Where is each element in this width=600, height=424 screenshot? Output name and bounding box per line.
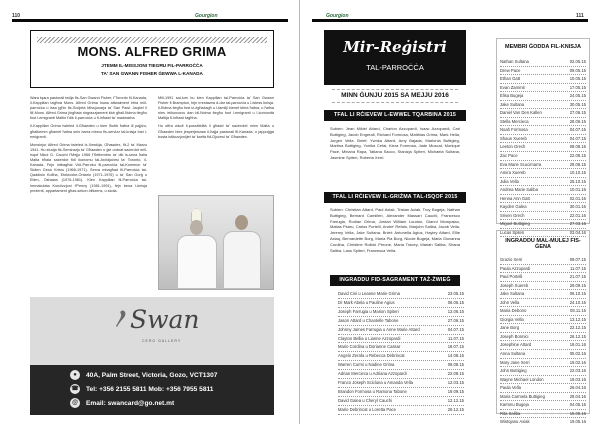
table-row: Kayden Galea 30.01.16 — [500, 203, 586, 212]
table-row: Wayne Michael London 19.03.16 — [500, 376, 586, 385]
table-row: Paula Vella 26.04.16 — [500, 384, 586, 393]
table-row: David Galea u Cheryl Cauchi 12.12.15 — [338, 397, 464, 406]
registry-subtitle: TAL-PARROĊĊA — [366, 63, 424, 72]
article-column-2 — [158, 96, 274, 143]
table-row: Julia Vella 25.10.15 — [500, 178, 586, 187]
table-row: Jake Sultana 30.05.15 — [500, 101, 586, 110]
baptisms-table — [500, 58, 586, 237]
table-row: Daniel Van Den Kallen 27.06.15 — [500, 109, 586, 118]
table-row: Karmnu Bugeja 04.05.16 — [500, 401, 586, 410]
table-row: Lucas Spiteri 03.04.16 — [500, 229, 586, 238]
ad-telephone: Tel: +356 2155 5811 Mob: +356 7955 5811 — [86, 386, 214, 393]
table-row: Jane Borg 22.12.15 — [500, 324, 586, 333]
paragraph: Il-Kappillan Grima twieled il-Għawdex u kien iħobb ħafna lil pajjiżu, għalkemm għamel ħafna snin barra minnu fis-servizz tal-knisja fost l-emigranti. — [30, 124, 147, 139]
ad-address: 40A, Palm Street, Victoria, Gozo, VCT1307 — [86, 372, 218, 379]
table-row: Drew Pace 09.05.15 — [500, 67, 586, 76]
table-row: Stella Mercieca 28.06.15 — [500, 118, 586, 127]
table-row: Joseph Xuereb 29.09.15 — [500, 282, 586, 291]
table-row: Sriven Grech 22.01.16 — [500, 212, 586, 221]
table-row: Jason Attard u Chantelle Tabone 27.06.15 — [338, 317, 464, 326]
table-row: Jake Sultana 06.10.15 — [500, 290, 586, 299]
paragraph: Monsinjur Alfred Grima twieled ix-Xewkija, Għawdex, fit-2 ta' Marzu 1941. Hu studja fis-Seminarju ta' Għawdex u ġie ordnat saċerdot mill-Isqof Nikol G. Cauchi f'Mejju 1966 f'Settembru ta' dik is-sena ħalla Malta bħala saċerdot fidi ikonomu tal-Arċidjoċesi ta' Toronto, il-Kanada. Fejn intbagħat Viċi-Parroku fil-parroċċa tal-Kommun ta' Sidien Gesù Kristu (1968-1971). Serva mbagħad fil-Parroċċa tal-Qaddisin Kollha, Etobicoke-Ontario (1971-1976) u ta' San Gorġ u Etien, Oshawa (1976-1981). Kien Kappillan fil-Parroċċa tal-Immakulata Kunċizzjoni f'Penny (1981-1991), fejn bena l-knisja preżenti, appartament għas-sekon ċittizens, u skola. — [30, 142, 147, 193]
table-row: Anna Sultana 05.02.16 — [500, 350, 586, 359]
table-row: Paula Azzopardi 11.07.15 — [500, 265, 586, 274]
brand-logo-left: Gourgion — [195, 13, 218, 19]
table-row: Amira Xuereb 10.10.15 — [500, 169, 586, 178]
table-row: Adrian Mercieca u Adriana Azzopardi 22.08.15 — [338, 370, 464, 379]
location-icon: ● — [70, 370, 80, 380]
brand-logo-right: Gourgion — [326, 13, 349, 19]
table-row: Clayton Bellia u Lianne Azzopardi 11.07.15 — [338, 335, 464, 344]
table-row: David Cini u Leanne Marie Grima 23.05.15 — [338, 290, 464, 299]
bishop-figure — [177, 204, 217, 289]
paragraph: Wara tqara pastorali twilja fis-San Gwann Fisher, f'Toronto fil-Kanada, il-Kappillan tagħna Mons. Alfred Grima huwa attwalment irtira mill-parroċċa u issa jgħix fis-Soċjetà Missjunarja ta' San Pawl. Jaqbel li lill-Mons. Alfred Grima jingħata ringrazzjament kbir għall-ħidma tiegħu fost l-emigranti Maltin f'dik il-parroċċa u fl-inħawi ta' madwarha. — [30, 96, 147, 121]
table-row: Josephine Attard 16.01.16 — [500, 341, 586, 350]
swan-advertisement[interactable] — [30, 297, 274, 415]
table-row: Mario Debrincat u Loretta Pace 26.12.15 — [338, 406, 464, 415]
table-row: Grazio Xerri 09.07.15 — [500, 256, 586, 265]
phone-icon: ☎ — [71, 386, 79, 392]
table-row: Mario Cordina u Dorianne Cassar 18.07.15 — [338, 343, 464, 352]
table-row: Johnny James Farrugia u Anne Marie Attard 04.07.15 — [338, 326, 464, 335]
paragraph: Hu offra wkoll il-possibbiltà li għadd ta' saċerdoti minn Malta u Għawdex biex jesperjenzaw il-ħajja pastorali fil-Kanada, u jappoġġa bosta istituzzjonijiet ta' karità fid-Djoċesi ta' Għawdex. — [158, 124, 274, 139]
table-row: Mary Jane Xerri 19.02.16 — [500, 359, 586, 368]
section-header-communion: TFAL LI RĊIEVEW L-EWWEL TQARBINA 2015 — [324, 110, 466, 121]
table-row: Eva Marie Scucimarra 29.08.15 — [500, 161, 586, 170]
table-row: Evan Zammit 17.05.15 — [500, 84, 586, 93]
registry-title-box — [324, 30, 466, 85]
table-row: Joseph Farrugia u Marion Spiteri 12.06.15 — [338, 308, 464, 317]
swan-logo-text: Swan — [130, 305, 200, 334]
page-number-right: 111 — [576, 13, 584, 19]
section-header-confirmation: TFAL LI RĊIEVEW IL-GRIŻMA TAL-ISQOF 2015 — [324, 192, 466, 203]
marriages-table — [338, 290, 464, 415]
table-row: Elisa Bugeja 24.05.15 — [500, 92, 586, 101]
right-page — [300, 0, 600, 424]
communion-names: Subien: Jean Mikiel Attard, Charlon Azzopardi, Isaac Azzopardi, Carl Buttigieg, Jacob Engerall, Richard Formosa, Matthias Grima, Mark Hella, Jurgen Vella. Bniet: Ywnka Attard, Amy Bajada, Marlonia Buttigieg, Martina Buttigieg, Yonika Cefai, Kiera Formosa, Jade Muscat, Monique Pace, Miriana Rapa, Tatiana Sacco, Stanizja Spiteri, Michaela Sultana, Jasmine Spiteri, Roberta Xerri. — [330, 126, 460, 160]
article-title-box — [30, 30, 274, 88]
table-row: Rita Saliba 15.05.16 — [500, 410, 586, 419]
email-icon: @ — [70, 398, 80, 408]
article-subtitle-1: JTEMM IL-MISSJONI TIEGĦU FIL-PARROĊĊA — [101, 63, 203, 68]
table-row: Dr Mark Abela u Pauline Agius 06.06.15 — [338, 299, 464, 308]
table-row: Miguel Buttigieg 27.03.16 — [500, 220, 586, 229]
section-header-marriages: INGRADDU FID-SAGRAMENT TAŻ-ŻWIEĠ — [330, 275, 460, 286]
ad-logo-area — [30, 297, 274, 365]
table-row: Maria Carmela Buttigieg 29.04.16 — [500, 393, 586, 402]
table-row: John Buttigieg 22.03.16 — [500, 367, 586, 376]
table-row: Zac Pace 22.08.15 — [500, 152, 586, 161]
article-column-1 — [30, 96, 147, 197]
table-row: Angelo Zerafa u Rebecca Debrincat 14.08.15 — [338, 352, 464, 361]
table-row: Franco Joseph Scicluna u Amanda Vella 12.03.15 — [338, 379, 464, 388]
date-range-title: MINN ĠUNJU 2015 SA MEJJU 2016 — [341, 92, 449, 99]
table-row: Joseph Bonnici 26.12.15 — [500, 333, 586, 342]
table-row: Paul Portelli 21.07.15 — [500, 273, 586, 282]
divider — [332, 89, 458, 90]
priest-figure — [223, 211, 261, 289]
hatch-decoration — [37, 37, 267, 43]
table-row: Maria Debono 08.11.15 — [500, 307, 586, 316]
article-subtitle-2: TA' SAN GWANN FISHER ĠEWWA L-KANADA — [101, 71, 203, 76]
table-row: Andrea Marie Saliba 10.01.16 — [500, 186, 586, 195]
table-row: Brandon Formosa u Ramona Tabone 19.09.15 — [338, 388, 464, 397]
divider — [332, 102, 458, 103]
page-number-left: 110 — [12, 13, 21, 19]
table-row: Shaun Xuereb 04.07.15 — [500, 135, 586, 144]
confirmation-names: Subien: Christian Attard, Paul Axiak, Tristan Axiak, Troy Bugeja, Nathan Buttigieg, Bernard Camilleri, Alexander Massarì Cauchi, Francesco Farrugia, Rodian Grima, Jordan William Loudon, Gianni Mompalao, Matias Psaru, Carlos Portelli, Andre' Refalo, Marjohn Saliba, Jacob Vella, Jeremy Vella, Jake Sultana. Bniet: Antonella Agius, Hayley Attard, Ellie Axiaq, Bernardette Borg, Maria Pia Borg, Nicole Bugeja, Maria Giovanna Cordina, Christine Rolicki Pirrone, Maria Tracey, Mariah Saliba, Shana Saliba, Laus Spiteri, Francesca Vella. — [330, 207, 460, 253]
header-bar-right — [312, 19, 588, 22]
table-row: Nathan Sultana 02.05.15 — [500, 58, 586, 67]
baptisms-title: MEMBRI ĠODDA FIL-KNISJA — [505, 44, 581, 50]
table-row: John Vella 24.10.15 — [500, 299, 586, 308]
ad-email[interactable]: Email: swancard@go.net.mt — [86, 400, 175, 407]
table-row: Noah Formosa 04.07.15 — [500, 126, 586, 135]
header-bar-left — [12, 19, 288, 22]
paragraph: Mill-1991 sal-lum hu kien Kappillan tal-Parroċċa ta' San Gwann Fisher fi Brampton, fejn irrestawra d-dar tal-parroċċa u l-istess knisja. Il-ħidma tiegħu fost iż-żgħażagħ u l-familji kienet kbira ħafna, u ħafna nies irrikonoxxu dan bil-ħidma tiegħu fost l-emigranti u l-komunità Maltija fl-inħawi tagħha. — [158, 96, 274, 121]
swan-logo-sub: CERO GALLERY — [142, 339, 182, 343]
article-photo — [158, 195, 274, 290]
registry-title: Mir-Reġistri — [343, 38, 447, 56]
table-row: Warren Curmi u Nadine Grima 08.08.15 — [338, 361, 464, 370]
table-row: Leeton Grech 08.08.15 — [500, 143, 586, 152]
deaths-table — [500, 256, 586, 424]
table-row: Ethan Gatt 10.05.15 — [500, 75, 586, 84]
deaths-title: INGRADDU MAL-MULEJ FIS-ĠENA — [505, 238, 581, 250]
article-title: MONS. ALFRED GRIMA — [77, 44, 227, 59]
table-row: Henna Ann Gatt 02.01.16 — [500, 195, 586, 204]
table-row: Wistojanu Axiak 19.05.16 — [500, 418, 586, 424]
table-row: Giorgia Vella 13.12.15 — [500, 316, 586, 325]
